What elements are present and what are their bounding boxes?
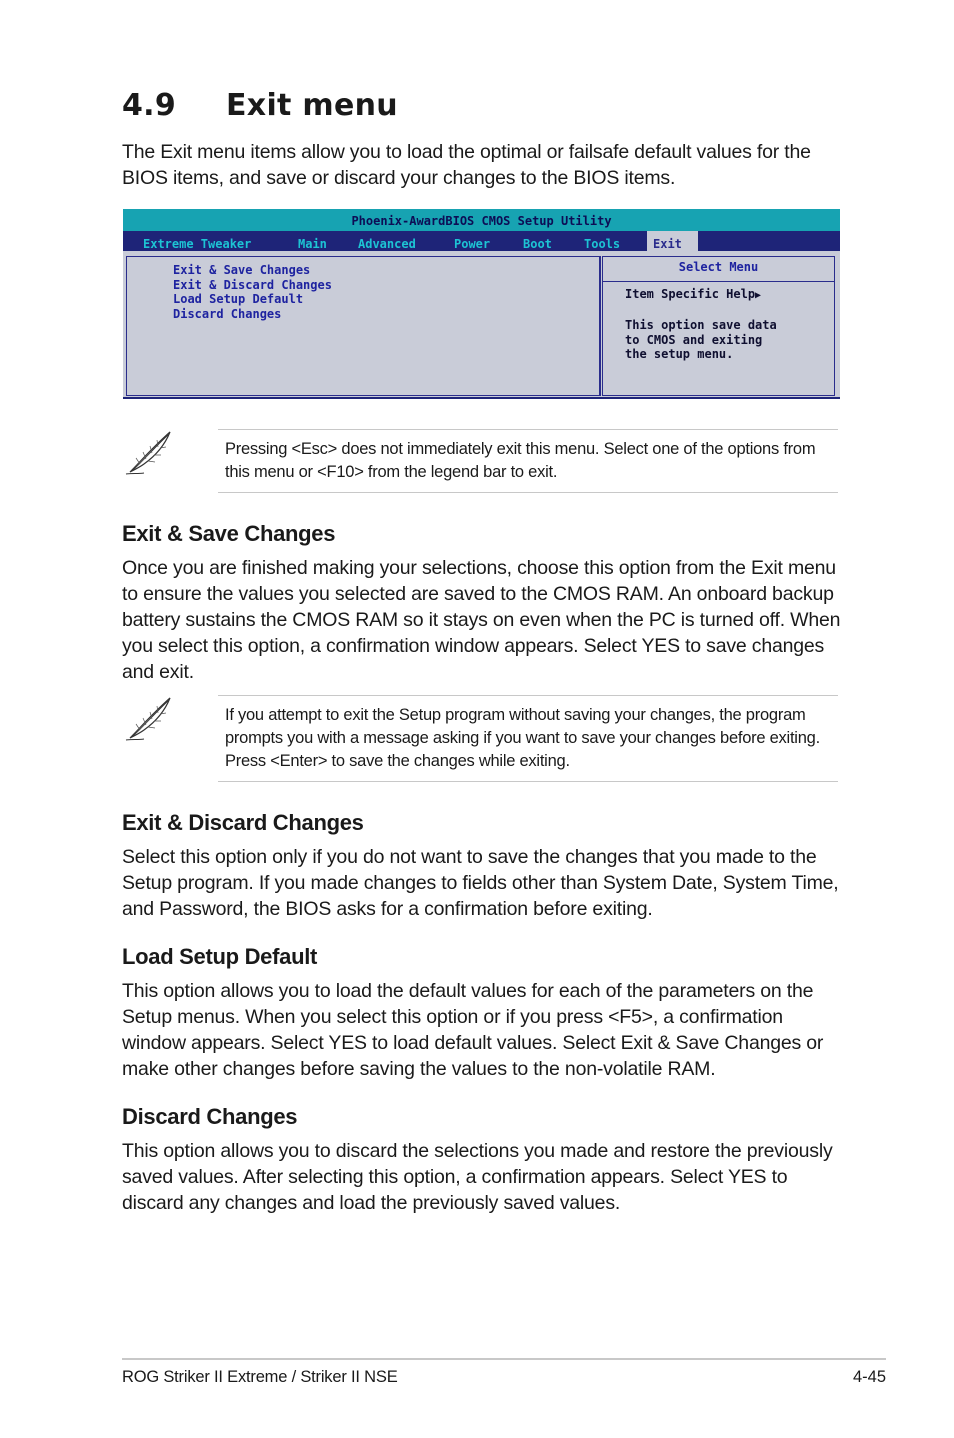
bios-divider (599, 256, 601, 396)
note-text-2: If you attempt to exit the Setup program without saving your changes, the program prompts you with a message asking if you want to save your changes before exiting. Press <Enter> to save the changes while exiting. (225, 706, 820, 770)
footer-product-name: ROG Striker II Extreme / Striker II NSE (122, 1368, 398, 1386)
triangle-right-icon: ▶ (755, 290, 762, 301)
paragraph-exit-save: Once you are finished making your selections, choose this option from the Exit menu to ensure the values you selected are saved to the CMOS RAM. An onboard backup battery sustains the CMOS RAM so it stays on even when the PC is turned off. When you select this option, a confirmation window appears. Select YES to save changes and exit. (122, 557, 841, 683)
section-title (122, 88, 398, 123)
bios-panel (123, 251, 840, 399)
note-rule-top (218, 429, 838, 430)
bios-tab-boot[interactable]: Boot (523, 237, 552, 251)
heading-load-default: Load Setup Default (122, 944, 318, 969)
bios-item-exit-save[interactable]: Exit & Save Changes (173, 263, 311, 277)
bios-help-text (625, 287, 777, 362)
bios-tab-advanced[interactable]: Advanced (358, 237, 416, 251)
paragraph-load-default: This option allows you to load the default values for each of the parameters on the Setup menus. When you select this option or if you press <F5>, a confirmation window appears. Select YES to load default values. Select Exit & Save Changes or make other changes before saving the values to the non-volatile RAM. (122, 980, 824, 1080)
paragraph-exit-discard: Select this option only if you do not want to save the changes that you made to the Setup program. If you made changes to fields other than System Date, System Time, and Password, the BIOS asks for a confirmation before exiting. (122, 846, 839, 920)
bios-tab-extreme-tweaker[interactable]: Extreme Tweaker (143, 237, 252, 251)
heading-exit-save: Exit & Save Changes (122, 521, 336, 546)
section-title-text: Exit menu (226, 88, 398, 123)
bios-help-panel (602, 256, 835, 396)
bios-item-discard[interactable]: Discard Changes (173, 306, 282, 321)
bios-tab-exit[interactable]: Exit (647, 231, 698, 251)
bios-help-line-1: This option save data (625, 318, 777, 332)
note-rule-bottom (218, 781, 838, 782)
heading-discard: Discard Changes (122, 1104, 298, 1129)
bios-help-line-3: the setup menu. (625, 347, 734, 361)
feather-pen-icon (122, 428, 176, 478)
heading-exit-discard: Exit & Discard Changes (122, 810, 364, 835)
footer-rule (122, 1358, 886, 1360)
bios-tab-power[interactable]: Power (454, 237, 491, 251)
bios-menu-bar (123, 231, 840, 251)
paragraph-discard: This option allows you to discard the selections you made and restore the previously saved values. After selecting this option, a confirmation appears. Select YES to discard any changes and load the previously saved values. (122, 1140, 833, 1214)
bios-title-bar: Phoenix-AwardBIOS CMOS Setup Utility (123, 209, 840, 231)
bios-item-load-default[interactable]: Load Setup Default (173, 292, 304, 306)
note-text-1: Pressing <Esc> does not immediately exit this menu. Select one of the options from this menu or <F10> from the legend bar to exit. (225, 440, 816, 481)
bios-help-title: Item Specific Help (625, 287, 756, 301)
bios-item-list (126, 256, 600, 396)
footer-page-number: 4-45 (852, 1368, 886, 1386)
bios-item-exit-discard[interactable]: Exit & Discard Changes (173, 277, 332, 292)
feather-pen-icon (122, 694, 176, 744)
note-rule-top (218, 695, 838, 696)
bios-help-line-2: to CMOS and exiting (625, 332, 763, 347)
bios-screenshot (123, 209, 840, 399)
bios-tab-main[interactable]: Main (298, 237, 327, 251)
intro-paragraph: The Exit menu items allow you to load the optimal or failsafe default values for the BIOS items, and save or discard your changes to the BIOS items. (122, 141, 811, 189)
section-number: 4.9 (122, 88, 177, 123)
note-rule-bottom (218, 492, 838, 493)
bios-tab-tools[interactable]: Tools (584, 237, 621, 251)
bios-select-menu-label: Select Menu (603, 257, 834, 282)
